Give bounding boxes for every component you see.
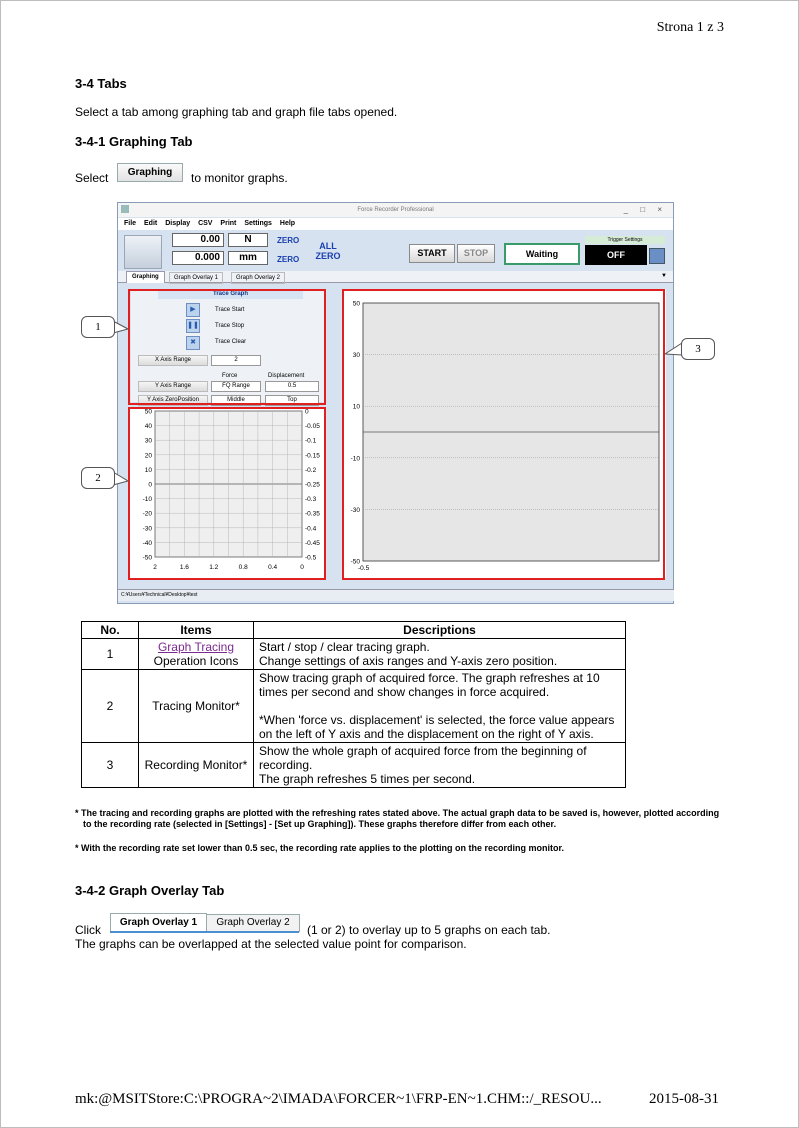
force-zero-button[interactable]: ZERO <box>277 236 300 245</box>
header-items: Items <box>139 622 254 639</box>
overlay-tab-underline <box>110 931 299 933</box>
overlay-tab-title: 3-4-2 Graph Overlay Tab <box>75 883 225 898</box>
row-desc-line: *When 'force vs. displacement' is selected, the force value appears on the left of Y axis and the displacement on the right of Y axis. <box>259 713 615 741</box>
trace-y-right-tick: -0.5 <box>305 554 317 562</box>
displacement-column-header: Displacement <box>268 373 305 379</box>
x-axis-range-label: X Axis Range <box>138 355 208 366</box>
force-column-header: Force <box>222 373 238 379</box>
row-description <box>254 743 626 788</box>
status-indicator: Waiting <box>504 243 580 265</box>
force-value: 0.00 <box>172 233 224 247</box>
row-item: Recording Monitor* <box>139 743 254 788</box>
y-axis-range-label: Y Axis Range <box>138 381 208 392</box>
table-row <box>82 670 626 743</box>
status-bar-path: C:¥Users¥Technical¥Desktop¥test <box>118 589 674 601</box>
trace-x-tick: 1.2 <box>209 564 219 571</box>
items-table <box>81 621 626 788</box>
graph-tracing-link[interactable]: Graph Tracing <box>157 640 235 654</box>
trigger-settings-label: Trigger Settings <box>585 236 665 244</box>
trace-y-right-tick: -0.25 <box>305 481 320 489</box>
trace-stop-icon[interactable]: ❚❚ <box>186 319 200 333</box>
displacement-unit[interactable]: mm <box>228 251 268 265</box>
trace-y-right-tick: -0.35 <box>305 510 320 518</box>
menu-file[interactable]: File <box>124 220 137 227</box>
footer-path: mk:@MSITStore:C:\PROGRA~2\IMADA\FORCER~1\FRP-EN~1.CHM::/_RESOU... <box>75 1091 602 1107</box>
row-item: Tracing Monitor* <box>139 670 254 743</box>
trace-y-left-tick: 30 <box>144 437 152 445</box>
stop-button[interactable]: STOP <box>457 244 495 263</box>
tab-dropdown-icon[interactable]: ▼ <box>661 273 667 279</box>
y-axis-zero-displacement-select[interactable]: Top <box>265 395 319 406</box>
recording-y-tick: -10 <box>350 455 360 463</box>
trace-y-left-tick: 40 <box>144 423 152 431</box>
callout-2: 2 <box>81 467 115 489</box>
trace-y-left-tick: 20 <box>144 452 152 460</box>
overlay-line-2: The graphs can be overlapped at the selected value point for comparison. <box>75 937 467 951</box>
x-axis-range-select[interactable]: 2 <box>211 355 261 366</box>
trace-y-left-tick: -10 <box>142 496 152 504</box>
trace-y-right-tick: -0.2 <box>305 466 317 474</box>
callout-1: 1 <box>81 316 115 338</box>
trace-start-icon[interactable]: ▶ <box>186 303 200 317</box>
overlay-after-text: (1 or 2) to overlay up to 5 graphs on each tab. <box>307 923 551 937</box>
table-row <box>82 743 626 788</box>
row-desc-line: Show tracing graph of acquired force. The graph refreshes at 10 times per second and show changes in force acquired. <box>259 671 600 699</box>
trace-stop-label: Trace Stop <box>215 323 245 329</box>
window-title: Force Recorder Professional <box>357 207 434 213</box>
click-word: Click <box>75 923 101 937</box>
trace-x-tick: 0 <box>300 564 304 571</box>
trace-y-left-tick: 50 <box>144 408 152 416</box>
row-item <box>139 639 254 670</box>
section-intro: Select a tab among graphing tab and graph file tabs opened. <box>75 105 398 119</box>
trace-y-right-tick: -0.15 <box>305 452 320 460</box>
page-number: Strona 1 z 3 <box>656 20 724 35</box>
row-no: 3 <box>82 743 139 788</box>
row-desc-line: Show the whole graph of acquired force from the beginning of recording. <box>259 744 587 772</box>
section-title: 3-4 Tabs <box>75 76 127 91</box>
row-desc-line: The graph refreshes 5 times per second. <box>259 772 476 786</box>
trace-clear-label: Trace Clear <box>215 339 247 345</box>
displacement-zero-button[interactable]: ZERO <box>277 255 300 264</box>
graphing-tab-title: 3-4-1 Graphing Tab <box>75 134 193 149</box>
graphing-tab-button-image: Graphing <box>117 163 183 182</box>
trace-y-left-tick: -40 <box>142 539 152 547</box>
trace-y-left-tick: 10 <box>144 466 152 474</box>
recording-y-tick: 50 <box>352 300 360 308</box>
y-axis-range-displacement-select[interactable]: 0.5 <box>265 381 319 392</box>
select-word: Select <box>75 171 109 185</box>
trace-y-right-tick: -0.3 <box>305 496 317 504</box>
trace-y-left-tick: -20 <box>142 510 152 518</box>
recording-y-tick: -30 <box>350 506 360 514</box>
callout-3: 3 <box>681 338 715 360</box>
row-description <box>254 670 626 743</box>
trace-y-left-tick: 0 <box>148 481 152 489</box>
window-controls: _ □ × <box>623 205 667 214</box>
recording-y-tick: 30 <box>352 352 360 360</box>
trace-y-right-tick: -0.45 <box>305 539 320 547</box>
recording-x-origin-label: -0.5 <box>358 565 370 572</box>
displacement-value: 0.000 <box>172 251 224 265</box>
header-no: No. <box>82 622 139 639</box>
row-no: 2 <box>82 670 139 743</box>
footnote-1: * The tracing and recording graphs are plotted with the refreshing rates stated above. The actual graph data to be saved is, however, plotted according to the recording rate (selected in [Settings] - [Set up Graphing]). These graphs therefore differ from each other. <box>75 808 720 829</box>
trace-graph-title: Trace Graph <box>158 290 303 299</box>
menu-print[interactable]: Print <box>220 220 237 227</box>
trace-y-right-tick: -0.05 <box>305 423 320 431</box>
row-desc-line: Start / stop / clear tracing graph. <box>259 640 430 654</box>
graphing-after-text: to monitor graphs. <box>191 171 288 185</box>
y-axis-zero-force-select[interactable]: Middle <box>211 395 261 406</box>
start-button[interactable]: START <box>409 244 455 263</box>
trace-y-left-tick: -30 <box>142 525 152 533</box>
menu-help[interactable]: Help <box>279 220 296 227</box>
all-zero-button[interactable]: ALL ZERO <box>315 241 341 261</box>
trace-x-tick: 0.8 <box>238 564 248 571</box>
y-axis-zero-label: Y Axis ZeroPosition <box>138 395 208 406</box>
trace-clear-icon[interactable]: ✖ <box>186 336 200 350</box>
header-descriptions: Descriptions <box>254 622 626 639</box>
tab-graphing[interactable]: Graphing <box>126 271 165 283</box>
footnote-2: * With the recording rate set lower than 0.5 sec, the recording rate applies to the plotting on the recording monitor. <box>75 843 564 853</box>
force-unit[interactable]: N <box>228 233 268 247</box>
footer-date: 2015-08-31 <box>649 1091 719 1107</box>
menu-edit[interactable]: Edit <box>144 220 158 227</box>
row-no: 1 <box>82 639 139 670</box>
recording-y-tick: -50 <box>350 558 360 566</box>
table-row <box>82 639 626 670</box>
menu-csv[interactable]: CSV <box>198 220 213 227</box>
tab-graph-overlay-1[interactable]: Graph Overlay 1 <box>169 272 223 284</box>
y-axis-range-force-select[interactable]: FQ Range <box>211 381 261 392</box>
trace-x-tick: 2 <box>153 564 157 571</box>
tab-graph-overlay-2[interactable]: Graph Overlay 2 <box>231 272 285 284</box>
menu-display[interactable]: Display <box>165 220 191 227</box>
trace-x-tick: 0.4 <box>268 564 278 571</box>
row-desc-line: Change settings of axis ranges and Y-axis zero position. <box>259 654 558 668</box>
overlay-tab-1-image: Graph Overlay 1 <box>110 913 207 932</box>
trace-start-label: Trace Start <box>215 307 245 313</box>
trace-y-right-tick: -0.1 <box>305 437 317 445</box>
table-header-row <box>82 622 626 639</box>
menu-settings[interactable]: Settings <box>244 220 272 227</box>
trace-x-tick: 1.6 <box>179 564 189 571</box>
recording-y-tick: 10 <box>352 403 360 411</box>
row-item-text: Operation Icons <box>153 654 239 668</box>
overlay-tab-2-image: Graph Overlay 2 <box>206 914 300 932</box>
trace-y-right-tick: -0.4 <box>305 525 317 533</box>
trace-y-left-tick: -50 <box>142 554 152 562</box>
trigger-value: OFF <box>585 245 647 265</box>
trace-y-right-tick: 0 <box>305 408 309 416</box>
row-description <box>254 639 626 670</box>
